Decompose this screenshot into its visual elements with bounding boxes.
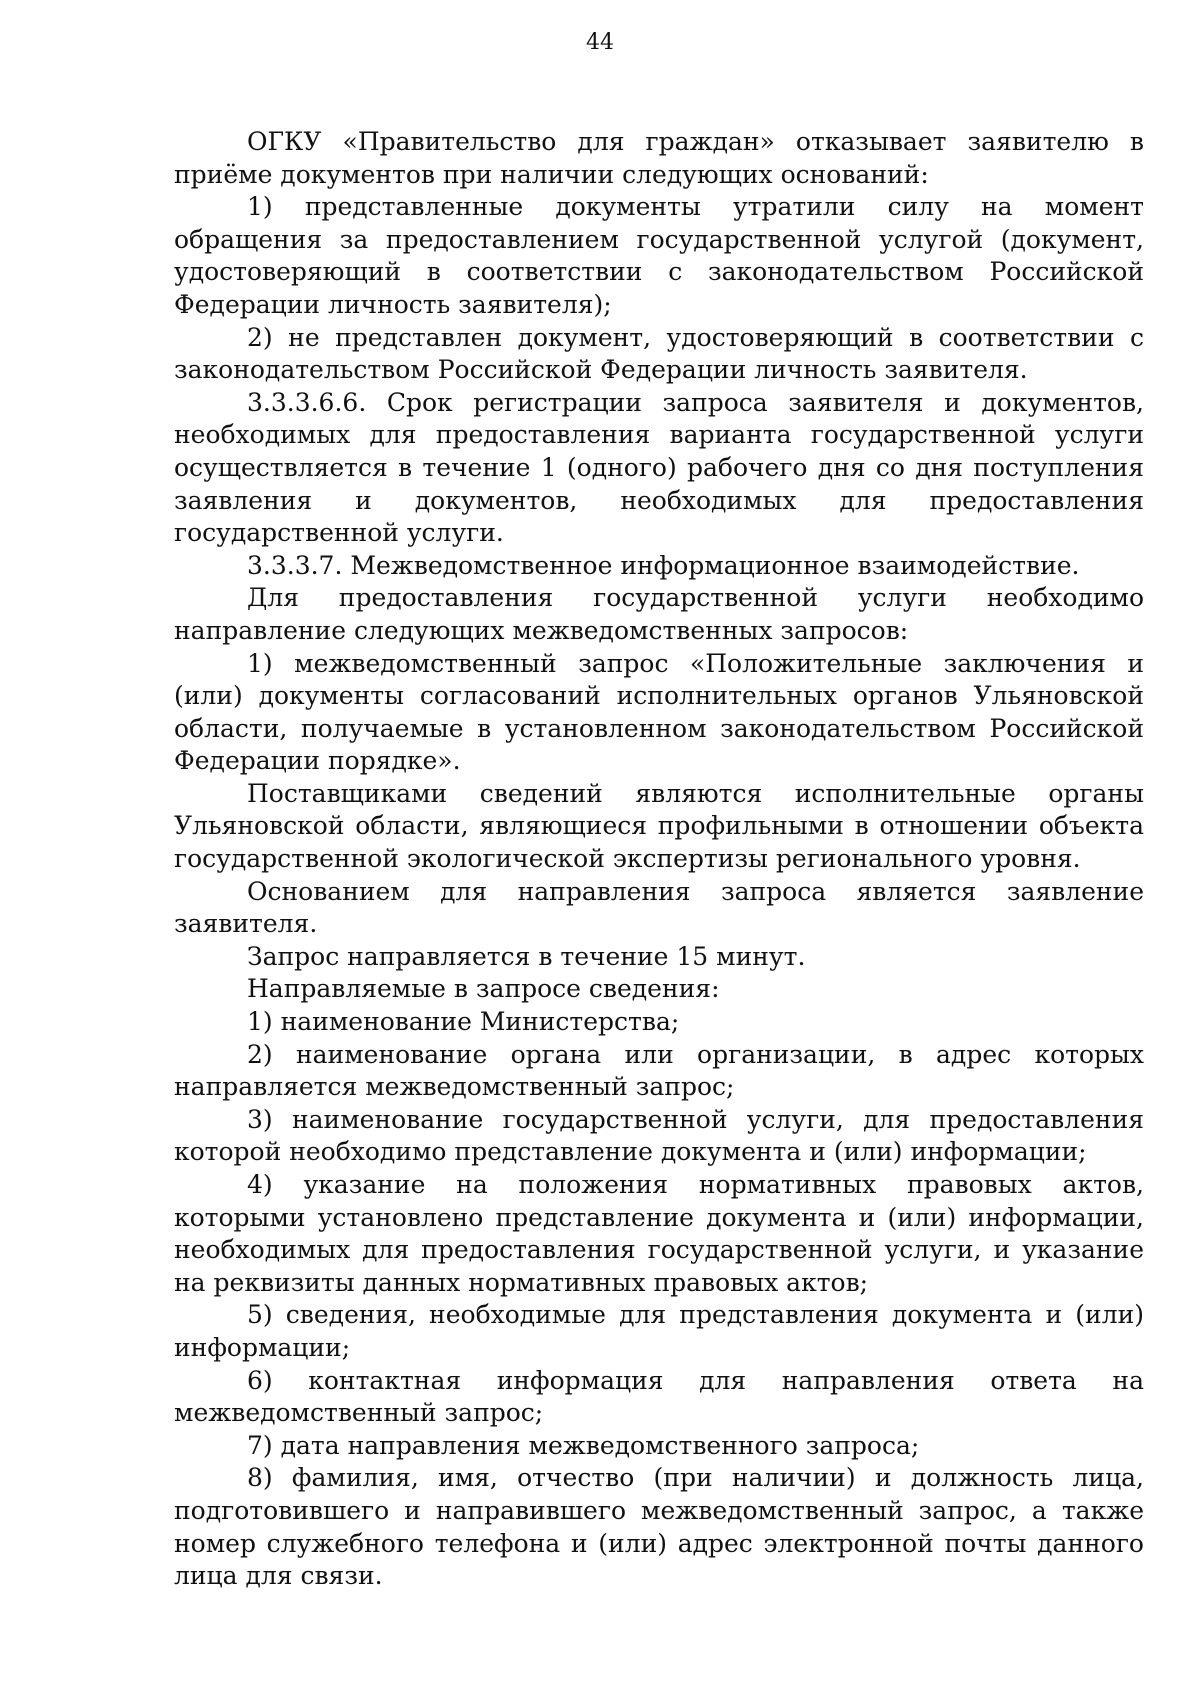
- document-body: [174, 126, 1144, 1593]
- list-item-contents-2: 2) наименование органа или организации, в адрес которых направляется межведомственный запрос;: [174, 1039, 1144, 1102]
- section-heading-interagency: 3.3.3.7. Межведомственное информационное взаимодействие.: [247, 550, 1080, 580]
- list-item-contents-8: 8) фамилия, имя, отчество (при наличии) и должность лица, подготовившего и направившего межведомственный запрос, а также номер служебного телефона и (или) адрес электронной почты данного лица для связи.: [174, 1463, 1144, 1591]
- list-item-refusal-1: 1) представленные документы утратили силу на момент обращения за предоставлением государственной услугой (документ, удостоверяющий в соответствии с законодательством Российской Федерации личность заявителя);: [174, 192, 1144, 319]
- paragraph-request-basis: Основанием для направления запроса является заявление заявителя.: [174, 876, 1144, 939]
- paragraph-request-timing: Запрос направляется в течение 15 минут.: [247, 941, 806, 971]
- paragraph-requests-intro: Для предоставления государственной услуги необходимо направление следующих межведомственных запросов:: [174, 583, 1144, 645]
- paragraph-refusal-intro: ОГКУ «Правительство для граждан» отказывает заявителю в приёме документов при наличии следующих оснований:: [174, 127, 1144, 189]
- paragraph-registration-term: 3.3.3.6.6. Срок регистрации запроса заявителя и документов, необходимых для предоставления варианта государственной услуги осуществляется в течение 1 (одного) рабочего дня со дня поступления заявления и документов, необходимых для предоставления государственной услуги.: [174, 387, 1144, 548]
- list-item-request-1: 1) межведомственный запрос «Положительные заключения и (или) документы согласований исполнительных органов Ульяновской области, получаемые в установленном законодательством Российской Федерации порядке».: [174, 648, 1144, 776]
- list-item-contents-3: 3) наименование государственной услуги, для предоставления которой необходимо представление документа и (или) информации;: [174, 1104, 1144, 1167]
- paragraph-providers: Поставщиками сведений являются исполнительные органы Ульяновской области, являющиеся профильными в отношении объекта государственной экологической экспертизы регионального уровня.: [174, 778, 1144, 874]
- list-item-contents-7: 7) дата направления межведомственного запроса;: [247, 1430, 920, 1460]
- page-number: 44: [586, 30, 614, 55]
- list-item-contents-1: 1) наименование Министерства;: [247, 1007, 680, 1037]
- list-item-contents-4: 4) указание на положения нормативных правовых актов, которыми установлено представление документа и (или) информации, необходимых для предоставления государственной услуги, и указание на реквизиты данных нормативных правовых актов;: [174, 1170, 1144, 1297]
- list-item-contents-6: 6) контактная информация для направления ответа на межведомственный запрос;: [174, 1365, 1144, 1428]
- list-item-refusal-2: 2) не представлен документ, удостоверяющий в соответствии с законодательством Российской Федерации личность заявителя.: [174, 322, 1144, 385]
- list-item-contents-5: 5) сведения, необходимые для представления документа и (или) информации;: [174, 1300, 1144, 1362]
- paragraph-request-contents-intro: Направляемые в запросе сведения:: [247, 974, 720, 1004]
